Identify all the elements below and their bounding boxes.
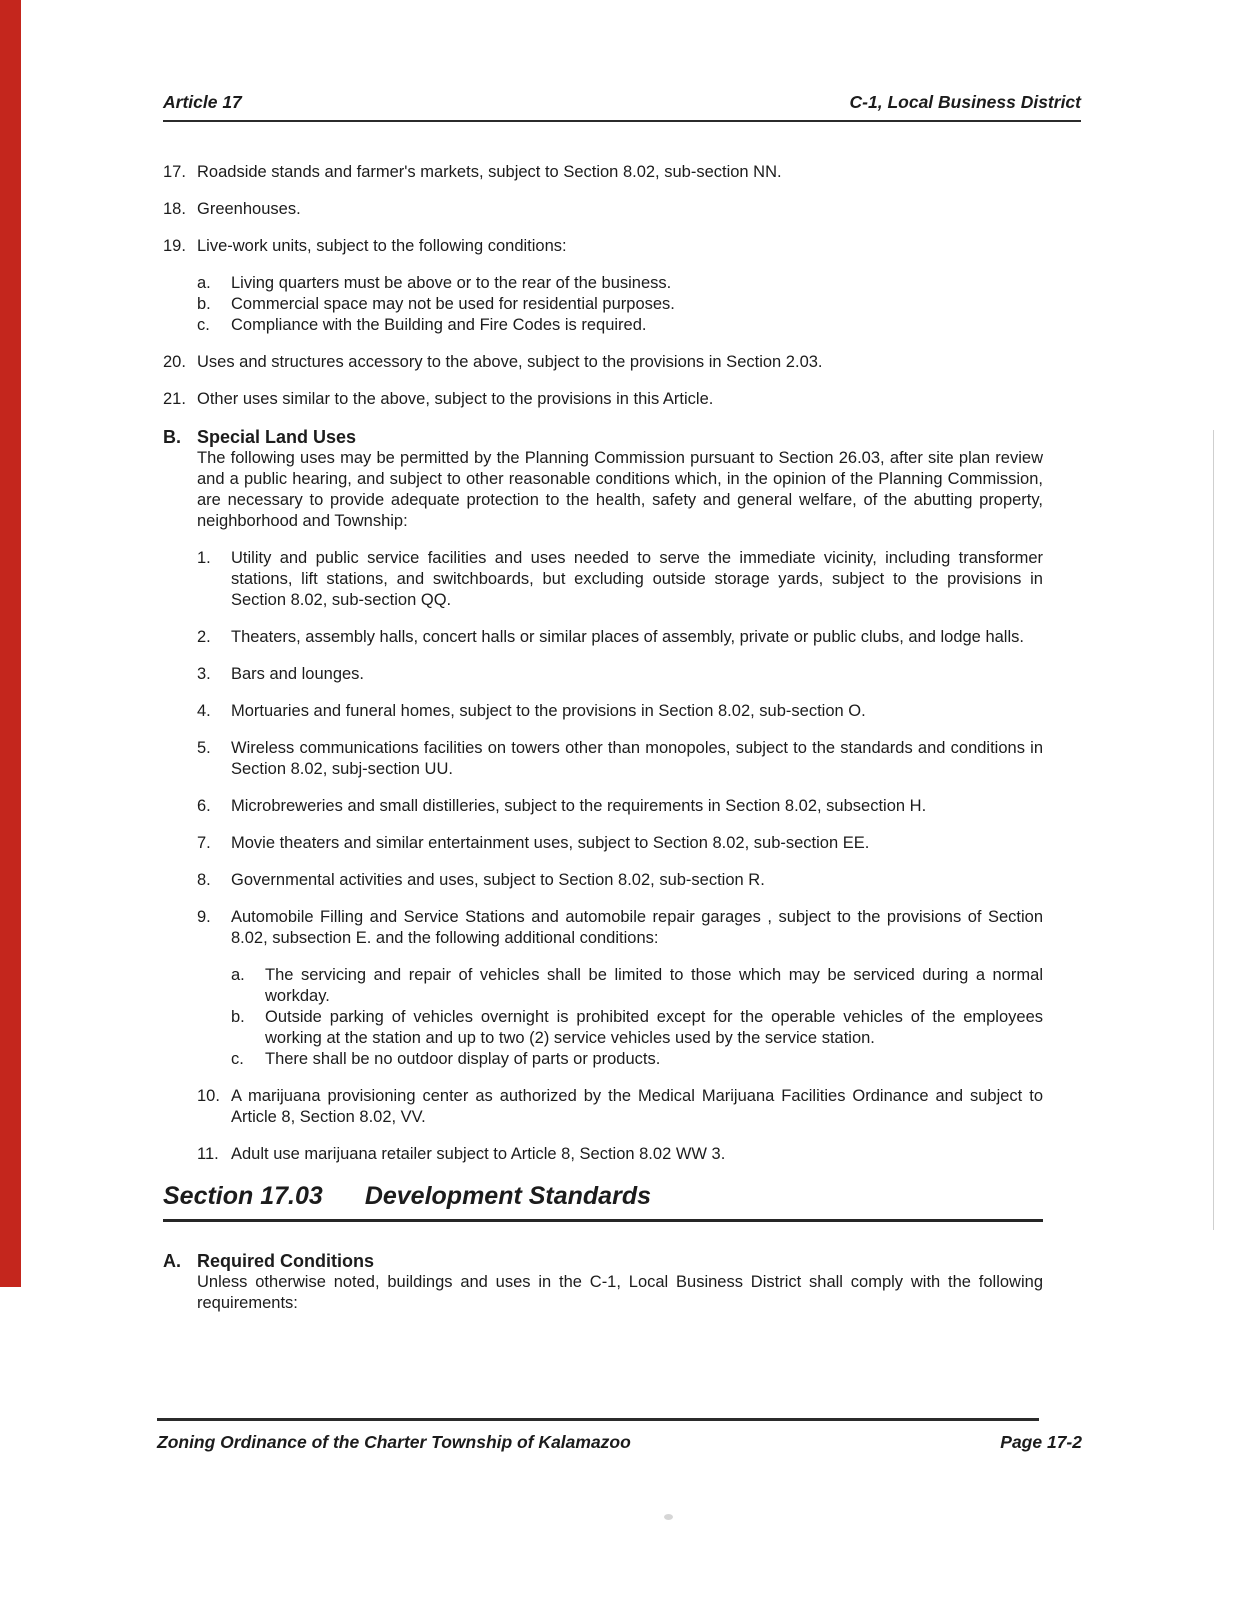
list-item-9: [197, 907, 1043, 1070]
scan-edge-line: [1213, 430, 1214, 1230]
item-text: Uses and structures accessory to the above, subject to the provisions in Section 2.03.: [197, 353, 823, 371]
page-header: [163, 92, 1081, 122]
item-number: 1.: [197, 549, 211, 567]
item-letter: c.: [231, 1050, 244, 1068]
item-text: Living quarters must be above or to the rear of the business.: [231, 274, 672, 292]
item-number: 4.: [197, 702, 211, 720]
scan-artifact: [664, 1514, 673, 1520]
scan-red-stripe: [0, 0, 21, 1287]
sub-item-b: [197, 294, 1043, 315]
item-letter: b.: [231, 1008, 245, 1026]
item-text: Mortuaries and funeral homes, subject to the provisions in Section 8.02, sub-section O.: [231, 702, 866, 720]
sub-item-a: [231, 965, 1043, 1007]
list-item-4: [197, 701, 1043, 722]
list-item-1: [197, 548, 1043, 611]
page-footer: [157, 1418, 1082, 1453]
section-a-body: [197, 1272, 1043, 1314]
item-number: 11.: [197, 1145, 219, 1163]
section-title: Special Land Uses: [197, 427, 357, 447]
sub-item-a: [197, 273, 1043, 294]
item-text: Utility and public service facilities and uses needed to serve the immediate vicinity, including transformer stations, lift stations, and switchboards, but excluding outside storage yards, subject to the provisions in Section 8.02, sub-section QQ.: [231, 549, 1043, 609]
item-text: Microbreweries and small distilleries, subject to the requirements in Section 8.02, subsection H.: [231, 797, 927, 815]
item-number: 7.: [197, 834, 211, 852]
item-text: A marijuana provisioning center as authorized by the Medical Marijuana Facilities Ordinance and subject to Article 8, Section 8.02, VV.: [231, 1087, 1043, 1126]
header-article-label: Article 17: [163, 92, 242, 112]
sub-item-b: [231, 1007, 1043, 1049]
item-number: 18.: [163, 200, 186, 218]
item-letter: b.: [197, 295, 211, 313]
list-item-21: [163, 389, 1043, 410]
item-text: There shall be no outdoor display of parts or products.: [265, 1050, 661, 1068]
item-text: Roadside stands and farmer's markets, subject to Section 8.02, sub-section NN.: [197, 163, 782, 181]
item-number: 10.: [197, 1087, 220, 1105]
list-item-2: [197, 627, 1043, 648]
item-number: 2.: [197, 628, 211, 646]
list-item-5: [197, 738, 1043, 780]
section-a-heading: [163, 1250, 1043, 1272]
page-content: [163, 92, 1081, 1330]
item-text: The servicing and repair of vehicles shall be limited to those which may be serviced during a normal workday.: [265, 966, 1043, 1005]
list-item-11: [197, 1144, 1043, 1165]
item-number: 17.: [163, 163, 186, 181]
section-b-body: [197, 448, 1043, 1165]
list-item-7: [197, 833, 1043, 854]
list-item-20: [163, 352, 1043, 373]
item-text: Compliance with the Building and Fire Codes is required.: [231, 316, 647, 334]
item-body: [231, 907, 1043, 1070]
item-body: [197, 236, 1043, 336]
sub-item-c: [231, 1049, 1043, 1070]
section-b-heading: [163, 426, 1043, 448]
item-text: Greenhouses.: [197, 200, 301, 218]
footer-page-number: Page 17-2: [1000, 1432, 1082, 1452]
list-item-17: [163, 162, 1043, 183]
item-number: 8.: [197, 871, 211, 889]
section-number: Section 17.03: [163, 1182, 323, 1210]
section-intro: The following uses may be permitted by the Planning Commission pursuant to Section 26.03, after site plan review and a public hearing, and subject to other reasonable conditions which, in the opinion of the Planning Commission, are necessary to provide adequate protection to the health, safety and general welfare, of the abutting property, neighborhood and Township:: [197, 449, 1043, 530]
list-item-18: [163, 199, 1043, 220]
item-text: Theaters, assembly halls, concert halls or similar places of assembly, private or public clubs, and lodge halls.: [231, 628, 1024, 646]
list-item-19: [163, 236, 1043, 336]
item-letter: a.: [231, 966, 245, 984]
item-text: Automobile Filling and Service Stations and automobile repair garages , subject to the provisions of Section 8.02, subsection E. and the following additional conditions:: [231, 908, 1043, 947]
sub-list: [231, 965, 1043, 1070]
list-item-3: [197, 664, 1043, 685]
item-text: Other uses similar to the above, subject to the provisions in this Article.: [197, 390, 714, 408]
item-text: Governmental activities and uses, subject to Section 8.02, sub-section R.: [231, 871, 765, 889]
sub-item-c: [197, 315, 1043, 336]
section-label: A.: [163, 1251, 181, 1271]
list-item-8: [197, 870, 1043, 891]
list-item-10: [197, 1086, 1043, 1128]
item-text: Adult use marijuana retailer subject to Article 8, Section 8.02 WW 3.: [231, 1145, 726, 1163]
item-text: Wireless communications facilities on towers other than monopoles, subject to the standards and conditions in Section 8.02, subj-section UU.: [231, 739, 1043, 778]
item-number: 9.: [197, 908, 211, 926]
footer-title: Zoning Ordinance of the Charter Township of Kalamazoo: [157, 1432, 631, 1452]
item-text: Outside parking of vehicles overnight is prohibited except for the operable vehicles of the employees working at the station and up to two (2) service vehicles used by the service station.: [265, 1008, 1043, 1047]
header-district-label: C-1, Local Business District: [849, 92, 1081, 112]
section-title: Development Standards: [364, 1182, 651, 1210]
section-label: B.: [163, 427, 181, 447]
item-text: Bars and lounges.: [231, 665, 365, 683]
item-text: Commercial space may not be used for residential purposes.: [231, 295, 675, 313]
item-text: Live-work units, subject to the following conditions:: [197, 237, 567, 255]
item-letter: c.: [197, 316, 210, 334]
item-number: 5.: [197, 739, 211, 757]
sub-list: [197, 273, 1043, 336]
item-number: 3.: [197, 665, 211, 683]
item-number: 20.: [163, 353, 186, 371]
item-number: 21.: [163, 390, 186, 408]
section-title: Required Conditions: [197, 1251, 374, 1271]
item-number: 19.: [163, 237, 186, 255]
item-letter: a.: [197, 274, 211, 292]
list-item-6: [197, 796, 1043, 817]
section-17-03-heading: [163, 1181, 1043, 1222]
item-number: 6.: [197, 797, 211, 815]
section-paragraph: Unless otherwise noted, buildings and uses in the C-1, Local Business District shall comply with the following requirements:: [197, 1273, 1043, 1312]
item-text: Movie theaters and similar entertainment uses, subject to Section 8.02, sub-section EE.: [231, 834, 870, 852]
